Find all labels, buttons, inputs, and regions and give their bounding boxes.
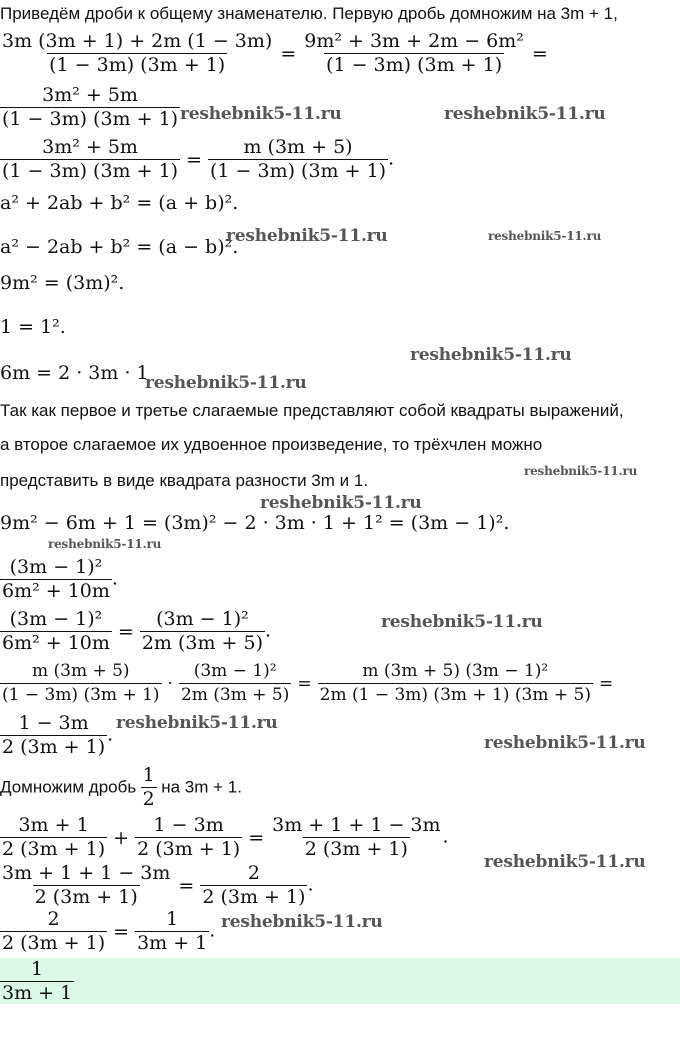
watermark: reshebnik5-11.ru: [524, 464, 638, 478]
watermark: reshebnik5-11.ru: [381, 612, 543, 632]
watermark: reshebnik5-11.ru: [484, 733, 646, 753]
step7-fraction: $\frac{1 - 3m}{2 (3m + 1)}$ .: [2, 712, 114, 758]
watermark: reshebnik5-11.ru: [48, 537, 162, 551]
watermark: reshebnik5-11.ru: [180, 104, 342, 124]
square-term-1: 9m² = (3m)².: [0, 272, 125, 294]
step10-equation: $\frac{2}{2 (3m + 1)}$ = $\frac{1}{3m + 1}$ .: [2, 908, 216, 954]
explanation-line-1: Так как первое и третье слагаемые представляют собой квадраты выражений,: [0, 401, 624, 420]
square-term-2: 1 = 1².: [0, 316, 66, 338]
step4-fraction: $\frac{\text{(3m − 1)²}}{\text{6m² + 10m}}$ .: [2, 556, 118, 602]
step1-equation: $\frac{3m (3m + 1) + 2m (1 - 3m)}{(1 - 3m) (3m + 1)}$ = $\frac{\text{9m² + 3m + 2m − 6m²}}{(1 - 3m) (3m + 1)}$ =: [2, 30, 548, 76]
step8-equation: $\frac{3m + 1}{2 (3m + 1)}$ + $\frac{1 - 3m}{2 (3m + 1)}$ = $\frac{3m + 1 + 1 - 3m}{2 (3m + 1)}$ .: [2, 814, 449, 860]
step6-equation: $\frac{m (3m + 5)}{(1 - 3m) (3m + 1)}$ · $\frac{\text{(3m − 1)²}}{2m (3m + 5)}$ = $\frac{\text{m (3m + 5) (3m − 1)²}}{2m (1 - 3m) (3m + 1) (3m + 5)}$ =: [2, 661, 614, 705]
formula-square-diff: a² − 2ab + b² = (a − b)².: [0, 236, 239, 258]
explanation-line-2: а второе слагаемое их удвоенное произведение, то трёхчлен можно: [0, 435, 543, 454]
watermark: reshebnik5-11.ru: [488, 229, 602, 243]
fraction: $\frac{3m (3m + 1) + 2m (1 - 3m)}{(1 - 3m) (3m + 1)}$: [2, 30, 273, 76]
step9-equation: $\frac{3m + 1 + 1 - 3m}{2 (3m + 1)}$ = $\frac{2}{2 (3m + 1)}$ .: [2, 862, 314, 908]
formula-square-sum: a² + 2ab + b² = (a + b)².: [0, 192, 239, 214]
intro-text: Приведём дроби к общему знаменателю. Первую дробь домножим на 3m + 1,: [0, 4, 618, 23]
trinomial-factorization: 9m² − 6m + 1 = (3m)² − 2 · 3m · 1 + 1² = (3m − 1)².: [0, 512, 510, 534]
step2-fraction: $\frac{\text{3m² + 5m}}{(1 - 3m) (3m + 1)}$: [2, 84, 179, 130]
step3-equation: $\frac{\text{3m² + 5m}}{(1 - 3m) (3m + 1)}$ = $\frac{m (3m + 5)}{(1 - 3m) (3m + 1)}$ .: [2, 136, 395, 182]
watermark: reshebnik5-11.ru: [410, 345, 572, 365]
double-product: 6m = 2 · 3m · 1: [0, 362, 149, 384]
watermark: reshebnik5-11.ru: [484, 852, 646, 872]
answer-box: [0, 958, 680, 1004]
watermark: reshebnik5-11.ru: [444, 104, 606, 124]
watermark: reshebnik5-11.ru: [260, 493, 422, 513]
watermark: reshebnik5-11.ru: [221, 912, 383, 932]
multiply-instruction: Домножим дробь $\frac{1}{2}$ на 3m + 1.: [0, 764, 242, 810]
watermark: reshebnik5-11.ru: [145, 373, 307, 393]
watermark: reshebnik5-11.ru: [226, 226, 388, 246]
answer-fraction: $\frac{1}{3m + 1}$: [2, 958, 73, 1004]
explanation-line-3: представить в виде квадрата разности 3m и 1.: [0, 471, 369, 490]
watermark: reshebnik5-11.ru: [116, 713, 278, 733]
fraction: $\frac{\text{9m² + 3m + 2m − 6m²}}{(1 - 3m) (3m + 1)}$: [304, 30, 524, 76]
step5-equation: $\frac{\text{(3m − 1)²}}{\text{6m² + 10m}}$ = $\frac{\text{(3m − 1)²}}{2m (3m + 5)}$ .: [2, 608, 272, 654]
